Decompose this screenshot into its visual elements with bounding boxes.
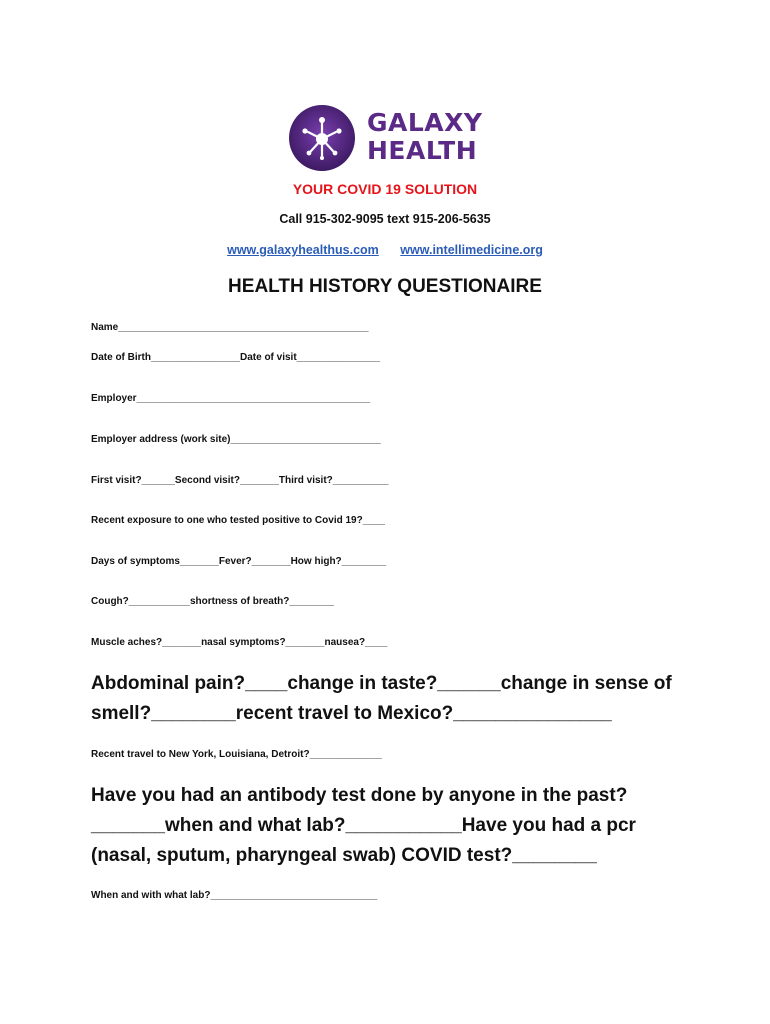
logo-line-2: HEALTH (367, 136, 478, 165)
document-title: HEALTH HISTORY QUESTIONAIRE (228, 276, 542, 297)
link-intellimedicine[interactable]: www.intellimedicine.org (400, 243, 543, 257)
field-test-lab[interactable]: When and with what lab?______________________________ (91, 890, 378, 901)
tagline: YOUR COVID 19 SOLUTION (292, 181, 478, 197)
galaxy-health-logo (287, 103, 487, 173)
field-dob-visit-date[interactable]: Date of Birth________________Date of visit_______________ (91, 352, 381, 363)
website-links (0, 243, 770, 257)
field-employer[interactable]: Employer__________________________________________ (91, 393, 371, 404)
field-visit-number[interactable]: First visit?______Second visit?_______Third visit?__________ (91, 475, 389, 486)
field-cough-breath[interactable]: Cough?___________shortness of breath?________ (91, 596, 334, 607)
field-antibody-pcr-test[interactable]: Have you had an antibody test done by anyone in the past?_______when and what lab?___________Have you had a pcr (nasal, sputum, pharyngeal swab) COVID test?________ (91, 785, 636, 866)
field-employer-address[interactable]: Employer address (work site)___________________________ (91, 434, 381, 445)
field-aches-nasal-nausea[interactable]: Muscle aches?_______nasal symptoms?_______nausea?____ (91, 637, 388, 648)
field-recent-travel-us[interactable]: Recent travel to New York, Louisiana, Detroit?_____________ (91, 749, 382, 760)
field-symptoms-fever[interactable]: Days of symptoms_______Fever?_______How high?________ (91, 556, 387, 567)
link-galaxyhealthus[interactable]: www.galaxyhealthus.com (227, 243, 379, 257)
logo-line-1: GALAXY (367, 108, 483, 137)
field-abdominal-taste-travel[interactable]: Abdominal pain?____change in taste?______change in sense of smell?________recent travel to Mexico?_______________ (91, 673, 672, 724)
field-recent-exposure[interactable]: Recent exposure to one who tested positive to Covid 19?____ (91, 515, 385, 526)
galaxy-logo-icon (287, 103, 357, 173)
field-name[interactable]: Name_____________________________________________ (91, 322, 369, 333)
logo-wordmark (367, 109, 483, 165)
contact-numbers: Call 915-302-9095 text 915-206-5635 (279, 212, 491, 226)
